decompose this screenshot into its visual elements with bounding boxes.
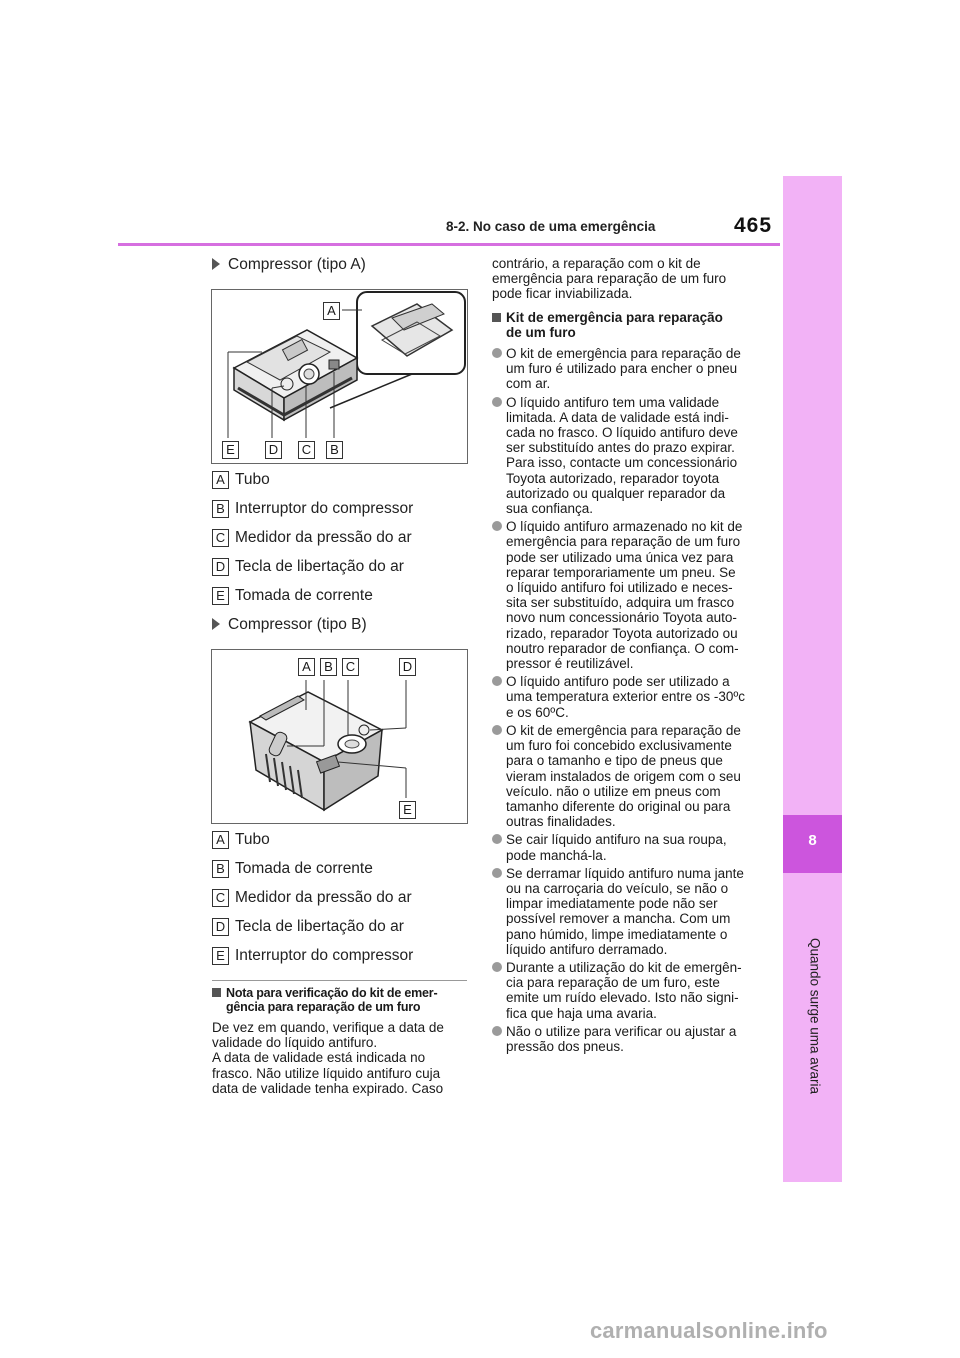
list-item: O líquido antifuro tem uma validade limitada. A data de validade está indi- cada no frasco. O líquido antifuro deve ser substituído antes do prazo expirar. Para isso, contacte um concessionário Toyota autorizado, reparador toyota autorizado ou qualquer reparador da sua confiança. bbox=[492, 395, 762, 517]
square-bullet-icon bbox=[492, 313, 501, 322]
legend-item: A Tubo bbox=[212, 471, 413, 489]
type-b-heading: Compressor (tipo B) bbox=[212, 616, 367, 634]
kit-bullet-list bbox=[492, 346, 762, 1054]
note-title: Nota para verificação do kit de emer- gência para reparação de um furo bbox=[212, 986, 474, 1014]
circle-bullet-icon bbox=[492, 521, 502, 531]
kit-title: Kit de emergência para reparação de um furo bbox=[492, 310, 762, 340]
chapter-title: Quando surge uma avaria bbox=[807, 937, 823, 1095]
legend-type-b bbox=[212, 831, 413, 965]
figure-label-b: B bbox=[320, 658, 337, 676]
circle-bullet-icon bbox=[492, 725, 502, 735]
list-item: Se cair líquido antifuro na sua roupa, pode manchá-la. bbox=[492, 832, 762, 862]
list-item: O kit de emergência para reparação de um furo é utilizado para encher o pneu com ar. bbox=[492, 346, 762, 392]
header-rule bbox=[118, 243, 780, 246]
triangle-bullet-icon bbox=[212, 258, 220, 270]
legend-item: E Interruptor do compressor bbox=[212, 947, 413, 965]
circle-bullet-icon bbox=[492, 676, 502, 686]
legend-item: A Tubo bbox=[212, 831, 413, 849]
circle-bullet-icon bbox=[492, 397, 502, 407]
figure-compressor-type-a bbox=[211, 289, 468, 464]
legend-item: C Medidor da pressão do ar bbox=[212, 889, 413, 907]
legend-type-a bbox=[212, 471, 413, 605]
circle-bullet-icon bbox=[492, 348, 502, 358]
figure-label-a: A bbox=[323, 302, 340, 320]
legend-item: C Medidor da pressão do ar bbox=[212, 529, 413, 547]
legend-item: D Tecla de libertação do ar bbox=[212, 918, 413, 936]
figure-label-b: B bbox=[326, 441, 343, 459]
watermark: carmanualsonline.info bbox=[590, 1318, 828, 1343]
list-item: Se derramar líquido antifuro numa jante ou na carroçaria do veículo, se não o limpar imediatamente pode não ser possível remover a mancha. Com um pano húmido, limpe imediatamente o líquido antifuro derramado. bbox=[492, 866, 762, 957]
list-item: O líquido antifuro pode ser utilizado a uma temperatura exterior entre os -30ºc e os 60ºC. bbox=[492, 674, 762, 720]
legend-item: B Tomada de corrente bbox=[212, 860, 413, 878]
figure-label-e: E bbox=[399, 801, 416, 819]
continuation-text: contrário, a reparação com o kit de emergência para reparação de um furo pode ficar inviabilizada. bbox=[492, 256, 727, 302]
legend-item: E Tomada de corrente bbox=[212, 587, 413, 605]
figure-label-c: C bbox=[342, 658, 359, 676]
note-body: De vez em quando, verifique a data de validade do líquido antifuro. A data de validade está indicada no frasco. Não utilize líquido antifuro cuja data de validade tenha expirado. Caso bbox=[212, 1020, 444, 1096]
triangle-bullet-icon bbox=[212, 618, 220, 630]
legend-item: D Tecla de libertação do ar bbox=[212, 558, 413, 576]
figure-label-a: A bbox=[298, 658, 315, 676]
circle-bullet-icon bbox=[492, 868, 502, 878]
legend-item: B Interruptor do compressor bbox=[212, 500, 413, 518]
note-block bbox=[212, 986, 474, 1096]
type-a-heading: Compressor (tipo A) bbox=[212, 256, 366, 274]
figure-label-e: E bbox=[222, 441, 239, 459]
note-separator bbox=[212, 980, 467, 981]
figure-label-d: D bbox=[265, 441, 282, 459]
list-item: O líquido antifuro armazenado no kit de emergência para reparação de um furo pode ser utilizado uma única vez para reparar temporariamente um pneu. Se o líquido antifuro foi utilizado e neces- sita ser substituído, adquira um frasco novo num concessionário Toyota auto- rizado, reparador Toyota autorizado ou noutro reparador de confiança. O com- pressor é reutilizável. bbox=[492, 519, 762, 671]
figure-compressor-type-b bbox=[211, 649, 468, 824]
list-item: O kit de emergência para reparação de um furo foi concebido exclusivamente para o tamanho e tipo de pneus que vieram instalados de origem com o seu veículo. não o utilize em pneus com tamanho diferente do original ou para outras finalidades. bbox=[492, 723, 762, 829]
figure-label-c: C bbox=[298, 441, 315, 459]
right-column bbox=[492, 256, 762, 1054]
circle-bullet-icon bbox=[492, 962, 502, 972]
list-item: Não o utilize para verificar ou ajustar a pressão dos pneus. bbox=[492, 1024, 762, 1054]
circle-bullet-icon bbox=[492, 834, 502, 844]
square-bullet-icon bbox=[212, 988, 221, 997]
list-item: Durante a utilização do kit de emergên- cia para reparação de um furo, este emite um ruído elevado. Isto não signi- fica que haja uma avaria. bbox=[492, 960, 762, 1021]
page-number: 465 bbox=[734, 214, 773, 237]
circle-bullet-icon bbox=[492, 1026, 502, 1036]
figure-label-d: D bbox=[399, 658, 416, 676]
chapter-number: 8 bbox=[808, 832, 817, 849]
section-title: 8-2. No caso de uma emergência bbox=[446, 219, 656, 234]
compressor-type-b-illustration bbox=[212, 650, 467, 823]
